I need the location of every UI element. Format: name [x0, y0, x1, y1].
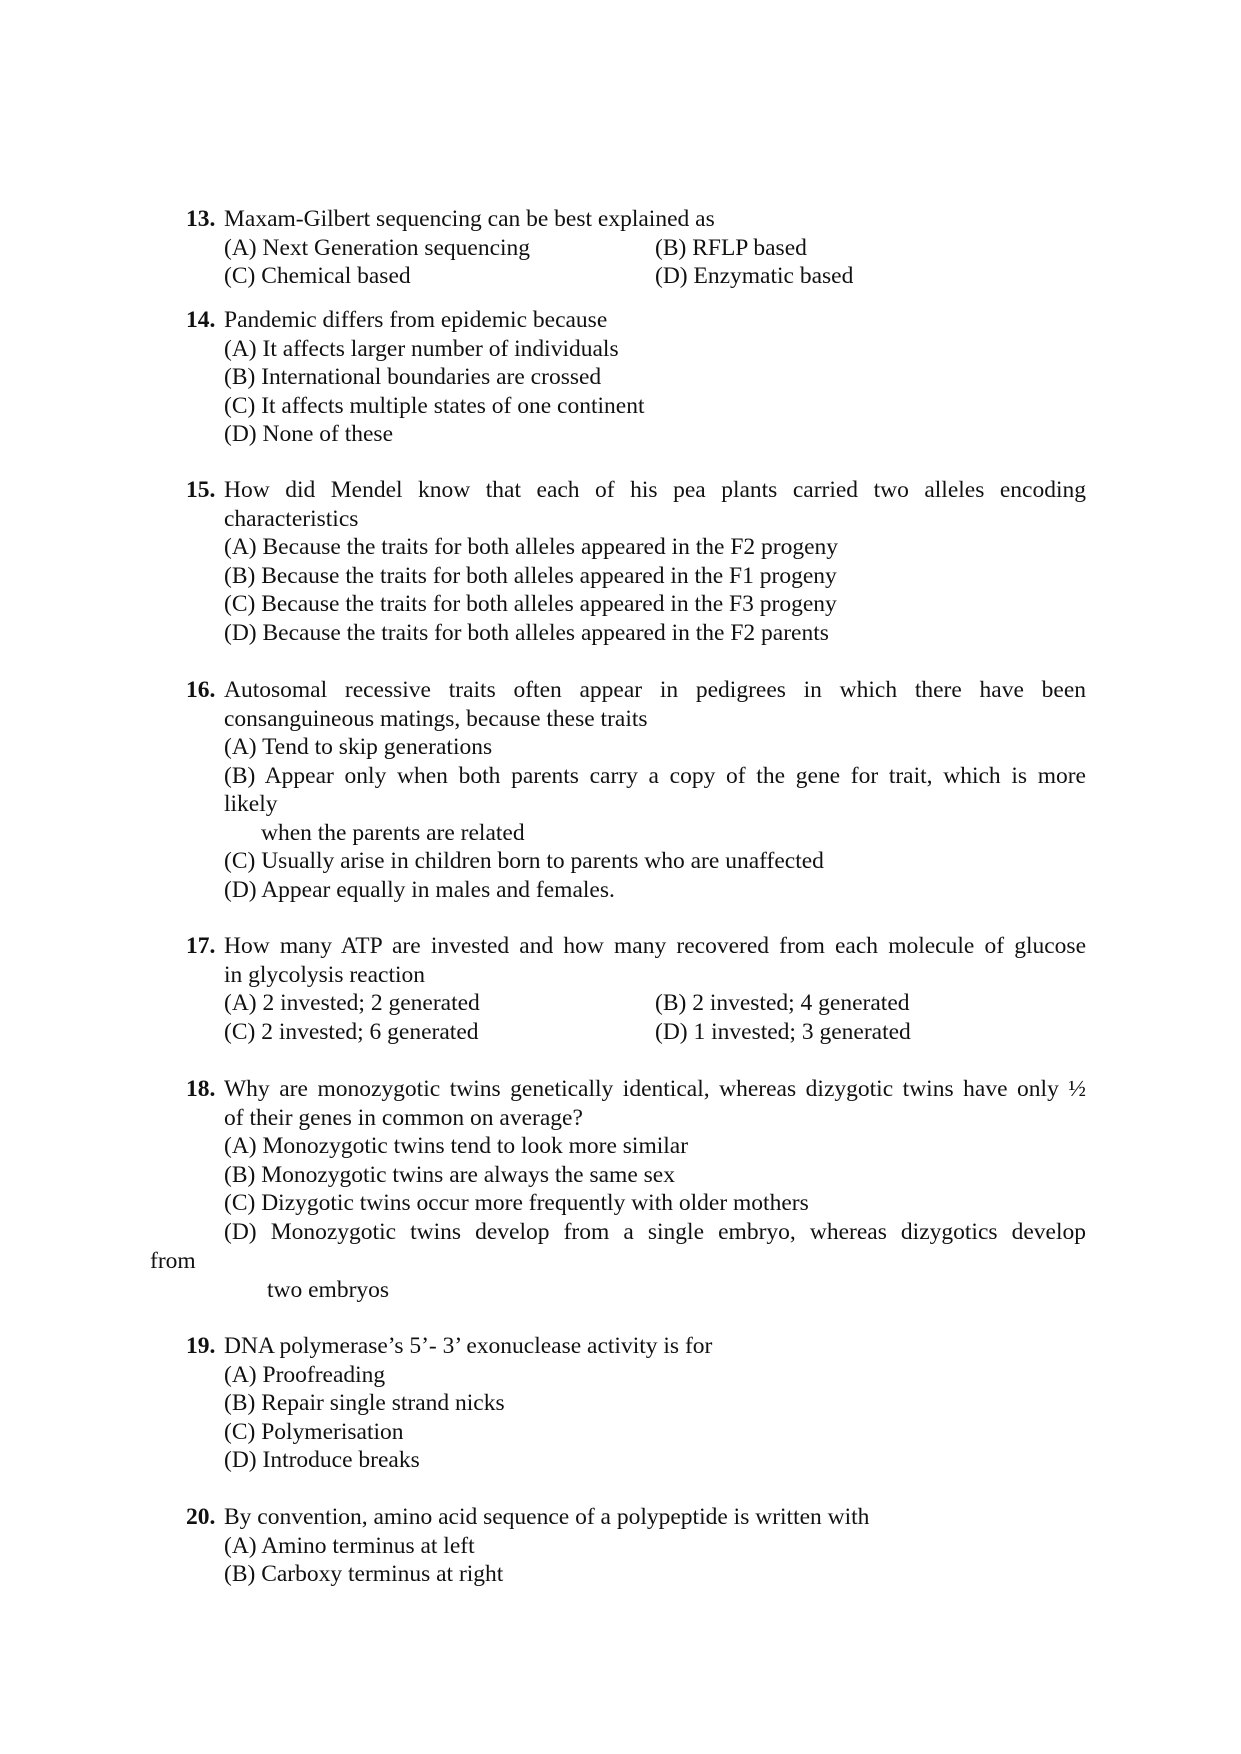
question-stem: Pandemic differs from epidemic because [224, 307, 608, 333]
option-c: (C) Usually arise in children born to parents who are unaffected [224, 848, 824, 874]
question-number: 19. [186, 1333, 216, 1359]
question-13 [186, 205, 1086, 291]
option-d: (D) Appear equally in males and females. [224, 876, 615, 903]
option-a: (A) Proofreading [224, 1361, 386, 1388]
option-c: (C) Polymerisation [224, 1418, 404, 1445]
question-17 [186, 932, 1086, 1046]
question-stem: By convention, amino acid sequence of a polypeptide is written with [224, 1504, 870, 1530]
option-a: (A) Amino terminus at left [224, 1532, 475, 1559]
option-b-wrap: likely [224, 791, 278, 817]
option-b-continuation: when the parents are related [261, 819, 525, 846]
question-stem-line2: of their genes in common on average? [224, 1104, 583, 1131]
option-a: (A) Tend to skip generations [224, 734, 493, 760]
question-stem-line1: How many ATP are invested and how many recovered from each molecule of glucose [224, 933, 1086, 959]
option-c: (C) Dizygotic twins occur more frequently with older mothers [224, 1190, 809, 1216]
option-a: (A) 2 invested; 2 generated [224, 990, 480, 1016]
question-19 [186, 1332, 1086, 1475]
option-a: (A) It affects larger number of individuals [224, 335, 619, 362]
question-number: 13. [186, 206, 216, 232]
option-d: (D) Enzymatic based [655, 263, 854, 289]
question-number: 15. [186, 477, 216, 503]
question-stem-line1: How did Mendel know that each of his pea plants carried two alleles encoding [224, 477, 1086, 503]
question-18 [186, 1075, 1086, 1246]
option-b: (B) Monozygotic twins are always the same sex [224, 1161, 675, 1188]
option-c: (C) Chemical based [224, 263, 411, 289]
option-d: (D) None of these [224, 421, 394, 447]
option-c: (C) It affects multiple states of one continent [224, 392, 645, 419]
option-a: (A) Next Generation sequencing [224, 234, 531, 261]
option-b: (B) RFLP based [655, 234, 807, 261]
option-b: (B) International boundaries are crossed [224, 364, 602, 390]
question-stem-line2: in glycolysis reaction [224, 961, 426, 988]
question-stem-line1: Autosomal recessive traits often appear in pedigrees in which there have been [224, 677, 1086, 703]
option-d: (D) Monozygotic twins develop from a single embryo, whereas dizygotics develop [224, 1218, 1086, 1245]
question-stem: DNA polymerase’s 5’- 3’ exonuclease activity is for [224, 1333, 713, 1359]
question-stem-line2: consanguineous matings, because these traits [224, 705, 648, 732]
question-number: 20. [186, 1504, 216, 1530]
question-14 [186, 306, 1086, 449]
question-stem: Maxam-Gilbert sequencing can be best explained as [224, 206, 715, 232]
option-d: (D) 1 invested; 3 generated [655, 1018, 911, 1045]
option-b: (B) Because the traits for both alleles appeared in the F1 progeny [224, 562, 837, 589]
option-b: (B) Repair single strand nicks [224, 1390, 505, 1416]
option-c: (C) 2 invested; 6 generated [224, 1018, 479, 1045]
question-number: 18. [186, 1076, 216, 1102]
question-number: 14. [186, 307, 216, 333]
option-b: (B) 2 invested; 4 generated [655, 990, 910, 1016]
question-number: 16. [186, 677, 216, 703]
question-stem-line1: Why are monozygotic twins genetically identical, whereas dizygotic twins have only ½ [224, 1076, 1086, 1102]
question-15 [186, 476, 1086, 647]
option-d-overflow-word: from [150, 1248, 196, 1274]
option-d: (D) Introduce breaks [224, 1447, 420, 1473]
option-d: (D) Because the traits for both alleles appeared in the F2 parents [224, 619, 829, 646]
question-number: 17. [186, 933, 216, 959]
question-16 [186, 676, 1086, 904]
option-a: (A) Monozygotic twins tend to look more similar [224, 1133, 689, 1159]
option-b: (B) Carboxy terminus at right [224, 1561, 504, 1587]
question-stem-line2: characteristics [224, 505, 359, 532]
option-d-continuation: two embryos [267, 1277, 390, 1303]
option-a: (A) Because the traits for both alleles appeared in the F2 progeny [224, 534, 839, 560]
option-c: (C) Because the traits for both alleles appeared in the F3 progeny [224, 591, 837, 617]
option-b: (B) Appear only when both parents carry a copy of the gene for trait, which is more [224, 762, 1086, 789]
question-20 [186, 1503, 1086, 1589]
